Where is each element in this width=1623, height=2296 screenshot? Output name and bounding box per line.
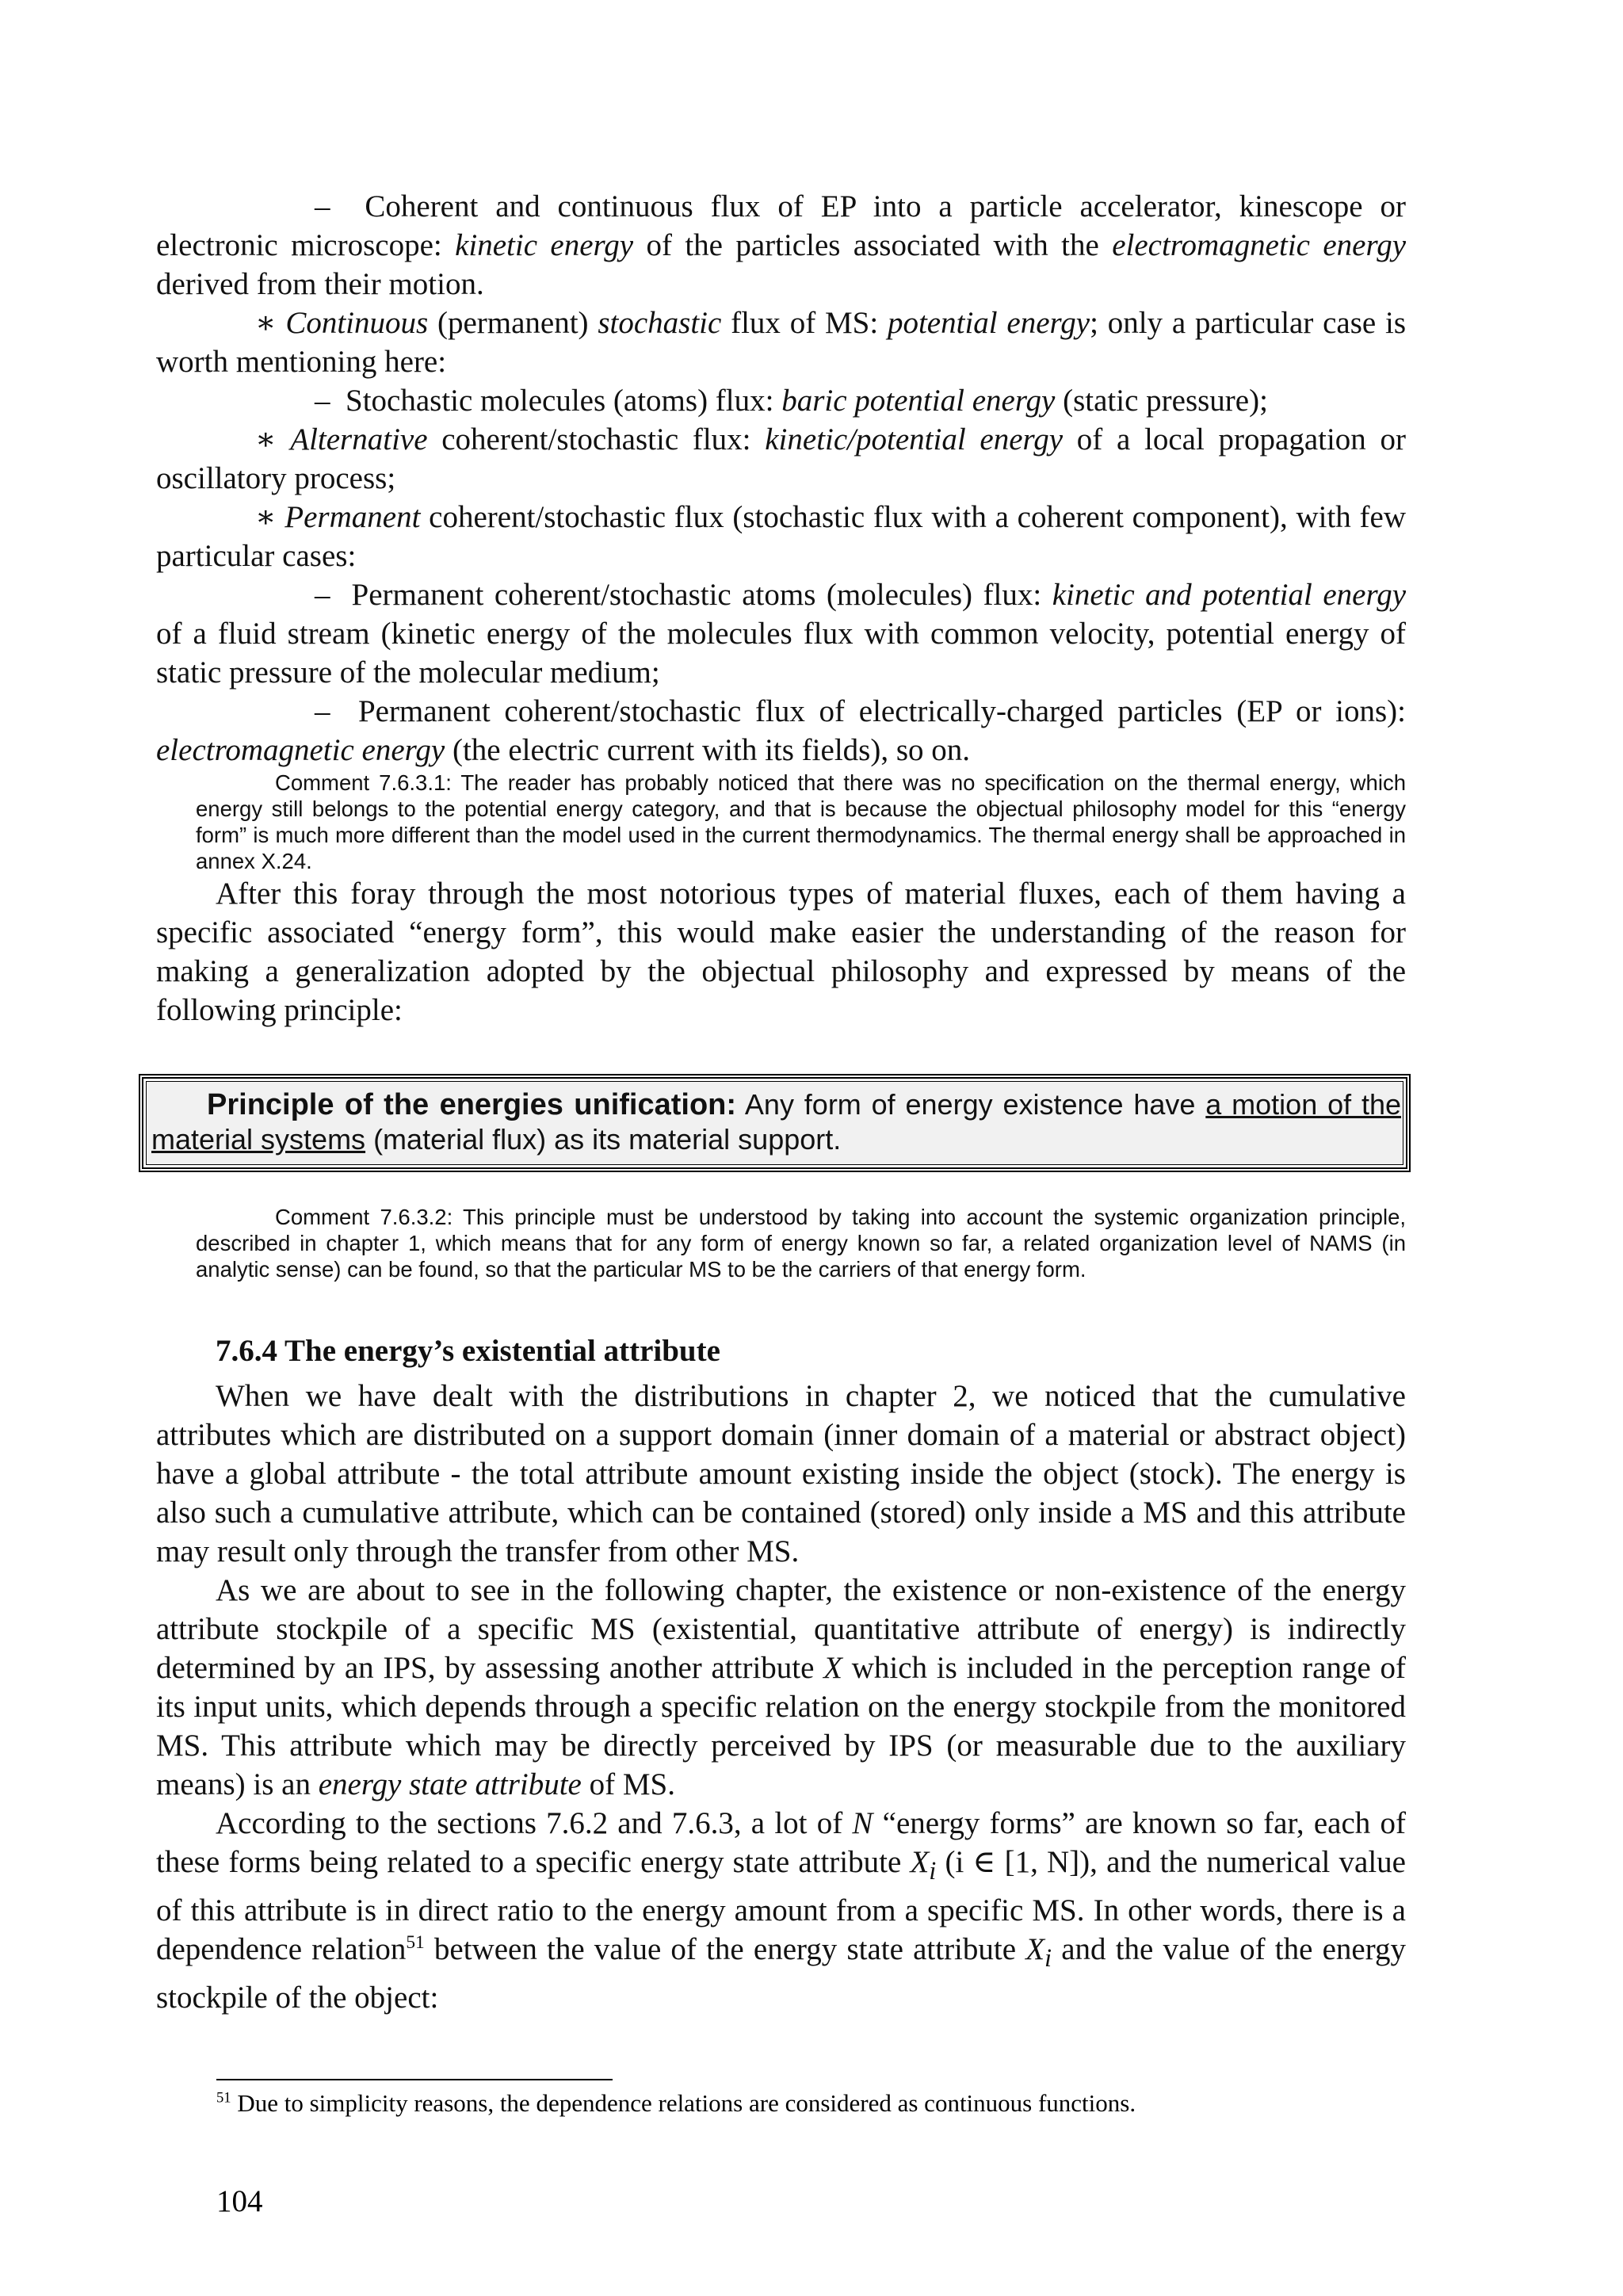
section-heading: 7.6.4 The energy’s existential attribute (216, 1334, 720, 1368)
paragraph-stochastic-molecules: – Stochastic molecules (atoms) flux: baric potential energy (static pressure); (315, 384, 1268, 418)
paragraph-distributions: When we have dealt with the distributions in chapter 2, we noticed that the cumulative attributes which are distributed on a support domain (inner domain of a material or abstract object) have a global attribute - the total attribute amount existing inside the object (stock). The energy is also such a cumulative attribute, which can be contained (stored) only inside a MS and this attribute may result only through the transfer from other MS. (156, 1379, 1406, 1568)
star-bullet: ∗ (255, 422, 277, 457)
paragraph-foray: After this foray through the most notorious types of material fluxes, each of them having a specific associated “energy form”, this would make easier the understanding of the reason for making a generalization adopted by the objectual philosophy and expressed by means of the following principle: (156, 877, 1406, 1027)
paragraph-coherent-flux: – Coherent and continuous flux of EP into a particle accelerator, kinescope or electronic microscope: kinetic energy of the particles associated with the electromagnetic energy derived from their motion. (156, 189, 1407, 301)
principle-box (139, 1074, 1411, 1172)
principle-underlined: a motion of the material systems (151, 1088, 1401, 1156)
principle-title: Principle of the energies unification: (207, 1088, 737, 1121)
footnote-divider (216, 2079, 613, 2080)
comment-7-6-3-2: Comment 7.6.3.2: This principle must be understood by taking into account the systemic organization principle, described in chapter 1, which means that for any form of energy known so far, a related organization level of NAMS (in analytic sense) can be found, so that the particular MS to be the carriers of that energy form. (196, 1205, 1406, 1282)
footnote: $^{51}$ Due to simplicity reasons, the dependence relations are considered as continuous functions. (216, 2089, 1136, 2117)
paragraph-permanent-flux: ∗ Permanent coherent/stochastic flux (stochastic flux with a coherent component), with few particular cases: (156, 500, 1407, 573)
paragraph-energy-forms: According to the sections 7.6.2 and 7.6.3, a lot of N “energy forms” are known so far, each of these forms being related to a specific energy state attribute $X_i$ (i ∈ [1, N]), and the numerical value of this attribute is in direct ratio to the energy amount from a specific MS. In other words, there is a dependence relation$^{51}$ between the value of the energy state attribute $X_i$ and the value of the energy stockpile of the object: (156, 1806, 1407, 2015)
paragraph-continuous-flux: ∗ Continuous (permanent) stochastic flux of MS: potential energy; only a particular case is worth mentioning here: (156, 306, 1407, 379)
paragraph-alternative-flux: ∗ Alternative coherent/stochastic flux: kinetic/potential energy of a local propagation or oscillatory process; (156, 422, 1407, 495)
star-bullet: ∗ (255, 306, 277, 340)
principle-text: Principle of the energies unification: Any form of energy existence have a motion of the material systems (material flux) as its material support. (151, 1088, 1401, 1156)
paragraph-atoms-flux: – Permanent coherent/stochastic atoms (molecules) flux: kinetic and potential energy of a fluid stream (kinetic energy of the molecules flux with common velocity, potential energy of static pressure of the molecular medium; (156, 578, 1407, 690)
paragraph-charged-particles: – Permanent coherent/stochastic flux of electrically-charged particles (EP or ions): electromagnetic energy (the electric current with its fields), so on. (156, 694, 1407, 767)
comment-7-6-3-1: Comment 7.6.3.1: The reader has probably noticed that there was no specification on the thermal energy, which energy still belongs to the potential energy category, and that is because the objectual philosophy model for this “energy form” is much more different than the model used in the current thermodynamics. The thermal energy shall be approached in annex X.24. (196, 770, 1406, 873)
dash-bullet: – (315, 694, 330, 728)
dash-bullet: – (315, 189, 330, 223)
index-range: (i ∈ [1, N]) (945, 1845, 1090, 1879)
page-number: 104 (216, 2184, 263, 2218)
paragraph-energy-stockpile: As we are about to see in the following chapter, the existence or non-existence of the energy attribute stockpile of a specific MS (existential, quantitative attribute of energy) is indirectly determined by an IPS, by assessing another attribute X which is included in the perception range of its input units, which depends through a specific relation on the energy stockpile from the monitored MS. This attribute which may be directly perceived by IPS (or measurable due to the auxiliary means) is an energy state attribute of MS. (156, 1573, 1406, 1801)
footnote-ref[interactable]: 51 (406, 1931, 425, 1953)
principle-box-inner (146, 1081, 1403, 1165)
star-bullet: ∗ (255, 500, 277, 534)
dash-bullet: – (315, 578, 330, 612)
dash-bullet: – (315, 384, 330, 418)
footnote-number: 51 (216, 2089, 231, 2107)
page-body (151, 187, 1407, 2017)
